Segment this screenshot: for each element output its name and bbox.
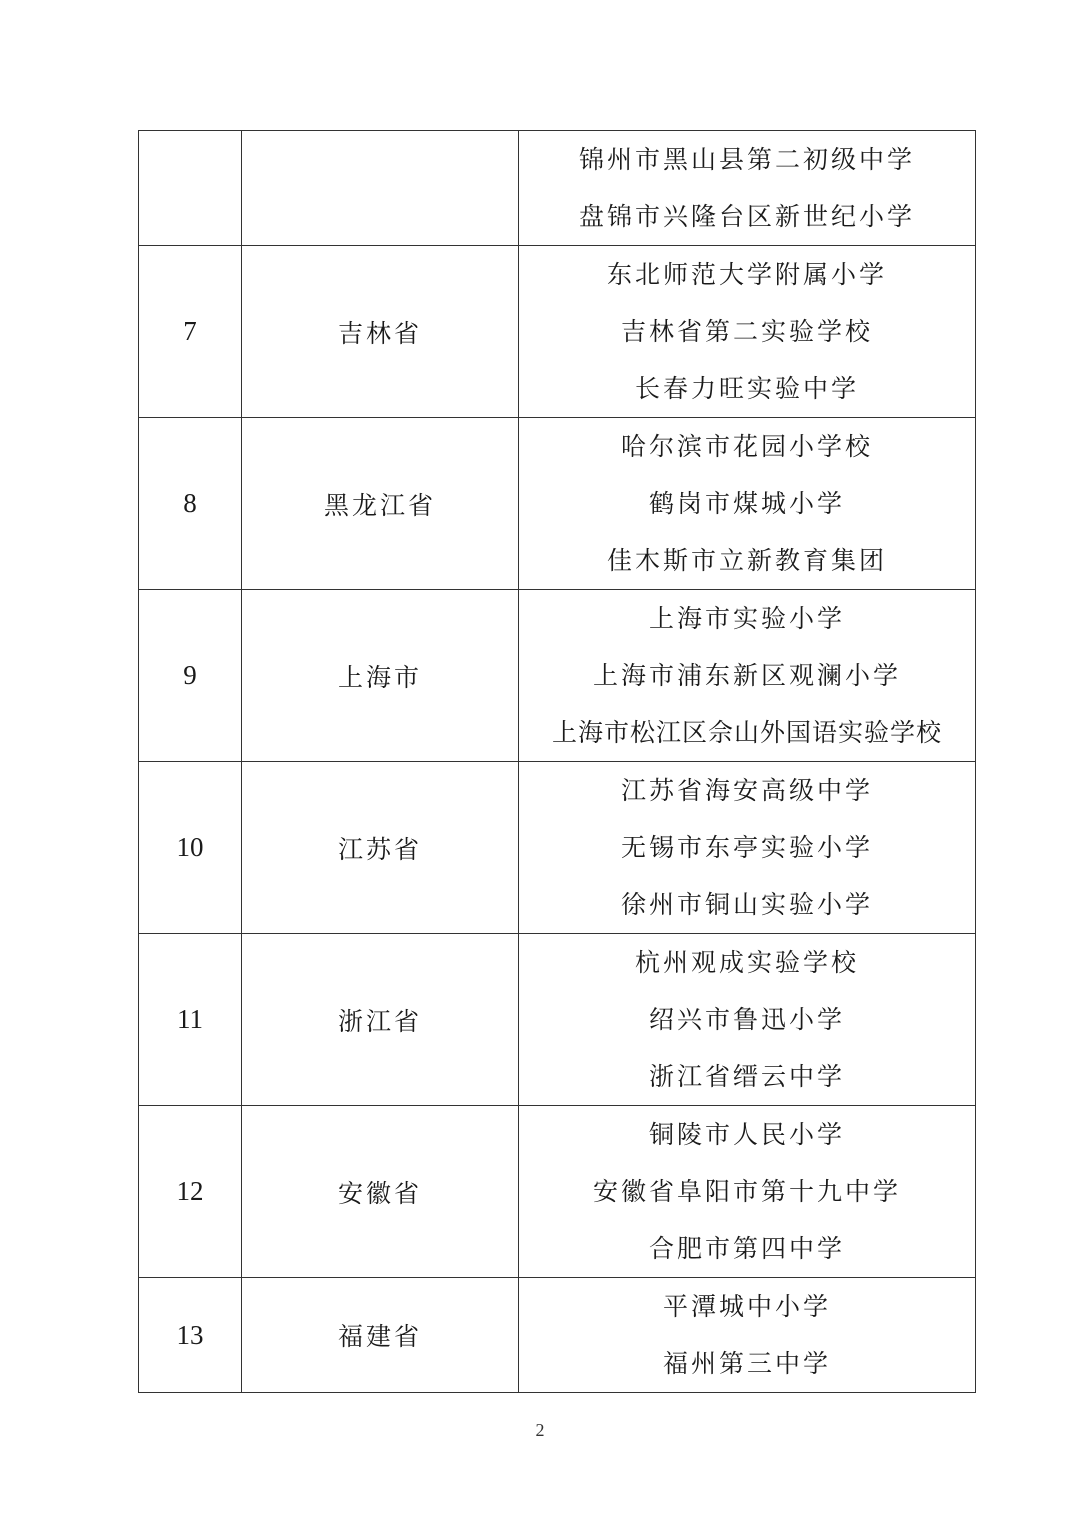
school-name: 鹤岗市煤城小学 bbox=[648, 489, 845, 518]
row-number: 9 bbox=[139, 590, 242, 762]
page-number: 2 bbox=[535, 1420, 545, 1440]
row-number: 7 bbox=[139, 246, 242, 418]
table-row bbox=[139, 762, 976, 934]
school-name: 江苏省海安高级中学 bbox=[620, 776, 873, 805]
row-number bbox=[139, 131, 242, 246]
school-list-cell bbox=[519, 418, 976, 590]
school-list-cell bbox=[519, 246, 976, 418]
school-name: 上海市浦东新区观澜小学 bbox=[592, 661, 901, 690]
row-number: 11 bbox=[139, 934, 242, 1106]
province-name: 黑龙江省 bbox=[242, 418, 519, 590]
table-row bbox=[139, 934, 976, 1106]
school-name: 锦州市黑山县第二初级中学 bbox=[578, 145, 915, 174]
table-row bbox=[139, 246, 976, 418]
school-name: 吉林省第二实验学校 bbox=[620, 317, 873, 346]
school-list-cell bbox=[519, 934, 976, 1106]
province-name: 福建省 bbox=[242, 1278, 519, 1393]
table-row bbox=[139, 590, 976, 762]
province-name: 安徽省 bbox=[242, 1106, 519, 1278]
school-name: 盘锦市兴隆台区新世纪小学 bbox=[578, 202, 915, 231]
province-name: 江苏省 bbox=[242, 762, 519, 934]
table-row bbox=[139, 1278, 976, 1393]
school-name: 哈尔滨市花园小学校 bbox=[620, 432, 873, 461]
row-number: 13 bbox=[139, 1278, 242, 1393]
school-name: 安徽省阜阳市第十九中学 bbox=[592, 1177, 901, 1206]
province-name bbox=[242, 131, 519, 246]
school-name: 上海市松江区佘山外国语实验学校 bbox=[551, 718, 942, 747]
table-row bbox=[139, 131, 976, 246]
school-list-table bbox=[138, 130, 976, 1393]
school-name: 上海市实验小学 bbox=[648, 604, 845, 633]
school-name: 佳木斯市立新教育集团 bbox=[606, 546, 887, 575]
school-name: 徐州市铜山实验小学 bbox=[620, 890, 873, 919]
school-list-cell bbox=[519, 1106, 976, 1278]
school-name: 福州第三中学 bbox=[662, 1349, 831, 1378]
school-list-cell bbox=[519, 590, 976, 762]
row-number: 12 bbox=[139, 1106, 242, 1278]
school-list-cell bbox=[519, 762, 976, 934]
school-name: 浙江省缙云中学 bbox=[648, 1062, 845, 1091]
school-name: 合肥市第四中学 bbox=[648, 1234, 845, 1263]
province-name: 吉林省 bbox=[242, 246, 519, 418]
school-name: 无锡市东亭实验小学 bbox=[620, 833, 873, 862]
table-row bbox=[139, 418, 976, 590]
school-name: 杭州观成实验学校 bbox=[634, 948, 859, 977]
school-name: 绍兴市鲁迅小学 bbox=[648, 1005, 845, 1034]
school-name: 平潭城中小学 bbox=[662, 1292, 831, 1321]
province-name: 浙江省 bbox=[242, 934, 519, 1106]
row-number: 8 bbox=[139, 418, 242, 590]
table-row bbox=[139, 1106, 976, 1278]
row-number: 10 bbox=[139, 762, 242, 934]
school-list-cell bbox=[519, 131, 976, 246]
school-name: 东北师范大学附属小学 bbox=[606, 260, 887, 289]
province-name: 上海市 bbox=[242, 590, 519, 762]
school-name: 铜陵市人民小学 bbox=[648, 1120, 845, 1149]
school-name: 长春力旺实验中学 bbox=[634, 374, 859, 403]
school-list-cell bbox=[519, 1278, 976, 1393]
